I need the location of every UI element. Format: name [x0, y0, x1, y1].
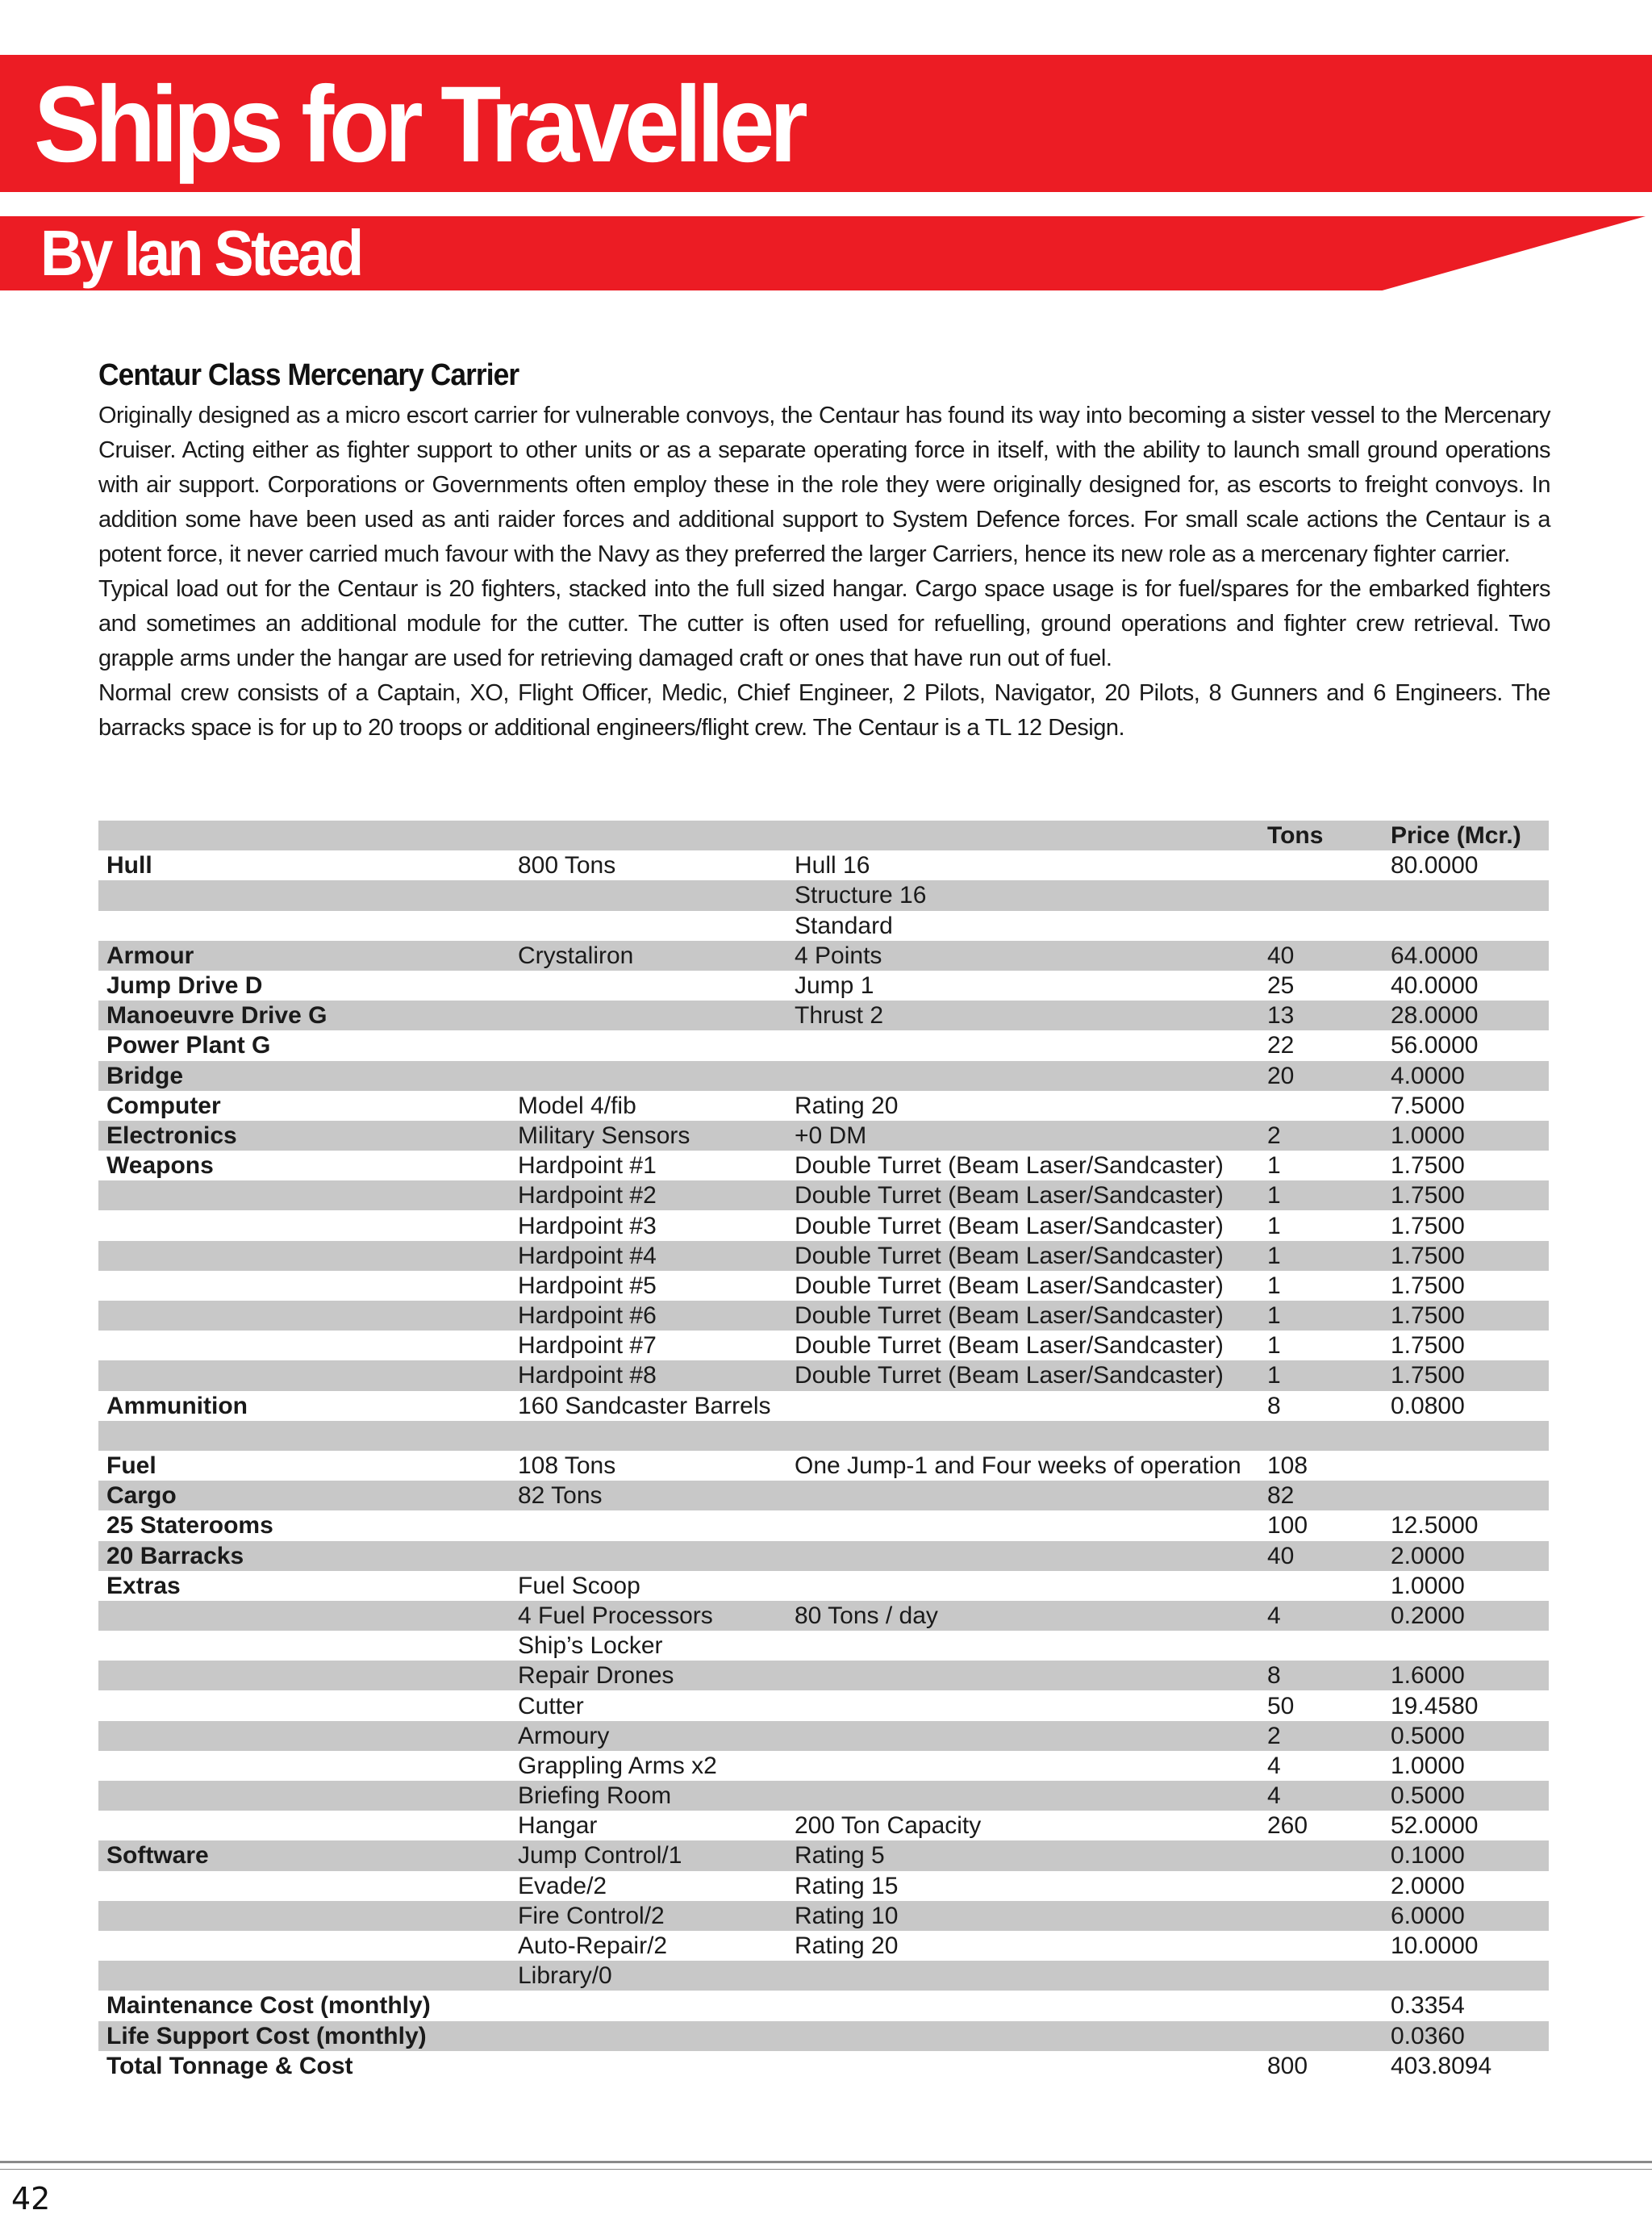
section-heading: Centaur Class Mercenary Carrier — [98, 358, 519, 392]
row-price: 0.0360 — [1383, 2021, 1549, 2051]
row-price: 0.5000 — [1383, 1781, 1549, 1811]
table-row — [98, 880, 1549, 910]
row-label — [98, 1180, 510, 1210]
column-header — [98, 821, 510, 850]
table-row — [98, 1391, 1549, 1421]
row-label — [98, 1631, 510, 1661]
row-tons: 22 — [1267, 1032, 1295, 1059]
row-label — [98, 1241, 510, 1271]
row-tons: 1 — [1259, 1180, 1383, 1210]
row-label — [98, 1210, 510, 1240]
row-price: 40.0000 — [1391, 972, 1479, 1000]
column-header-price: Price (Mcr.) — [1383, 821, 1549, 850]
row-tons: 8 — [1259, 1661, 1383, 1690]
row-tons — [1259, 1931, 1383, 1961]
table-row — [98, 1661, 1549, 1690]
row-label — [98, 1360, 510, 1390]
row-item: Fire Control/2 — [510, 1901, 786, 1931]
article — [98, 355, 1550, 746]
table-row — [98, 1121, 1549, 1151]
row-tons: 8 — [1267, 1392, 1281, 1419]
row-item: Hardpoint #7 — [518, 1332, 657, 1360]
row-tons: 1 — [1267, 1272, 1281, 1299]
table-row — [98, 1901, 1549, 1931]
row-price — [1383, 1481, 1549, 1510]
row-item: Grappling Arms x2 — [518, 1752, 717, 1779]
column-header — [510, 821, 786, 850]
row-price: 1.0000 — [1391, 1752, 1465, 1779]
row-detail: Rating 20 — [795, 1932, 899, 1960]
table-row — [98, 1091, 1549, 1121]
row-price: 10.0000 — [1391, 1932, 1479, 1960]
page-title: Ships for Traveller — [34, 65, 803, 185]
row-price: 1.0000 — [1391, 1572, 1465, 1599]
row-item: Crystaliron — [510, 941, 786, 971]
row-price — [1383, 911, 1549, 941]
row-price: 1.7500 — [1391, 1152, 1465, 1180]
row-item: Evade/2 — [518, 1872, 607, 1899]
row-item: Repair Drones — [510, 1661, 786, 1690]
row-label: Life Support Cost (monthly) — [98, 2021, 510, 2051]
row-detail — [786, 1510, 1259, 1540]
byline: By Ian Stead — [40, 217, 361, 289]
row-item: 82 Tons — [510, 1481, 786, 1510]
row-label — [98, 1781, 510, 1811]
row-price: 403.8094 — [1391, 2052, 1492, 2079]
table-row — [98, 971, 1549, 1001]
row-detail — [786, 1030, 1259, 1060]
table-row — [98, 1360, 1549, 1390]
row-tons: 1 — [1267, 1332, 1281, 1360]
row-detail: Rating 20 — [795, 1092, 899, 1119]
row-item: Hardpoint #6 — [510, 1301, 786, 1331]
row-item — [510, 1061, 786, 1091]
row-detail — [786, 1541, 1259, 1571]
row-label — [98, 1331, 510, 1360]
table-row — [98, 1451, 1549, 1481]
row-detail: Jump 1 — [795, 972, 874, 1000]
row-label — [98, 1811, 510, 1840]
footer-divider — [0, 2161, 1652, 2163]
row-tons — [1259, 1901, 1383, 1931]
table-row — [98, 1961, 1549, 1991]
row-item: Jump Control/1 — [510, 1840, 786, 1870]
row-detail — [786, 2051, 1259, 2081]
row-item: Hardpoint #8 — [510, 1360, 786, 1390]
row-detail — [786, 1961, 1259, 1991]
row-item: 160 Sandcaster Barrels — [518, 1392, 771, 1419]
table-row — [98, 1180, 1549, 1210]
row-tons: 82 — [1259, 1481, 1383, 1510]
row-price: 6.0000 — [1383, 1901, 1549, 1931]
table-row — [98, 1301, 1549, 1331]
row-label: Maintenance Cost (monthly) — [106, 1992, 431, 2020]
row-tons — [1259, 1421, 1383, 1451]
row-item — [510, 911, 786, 941]
row-label: Weapons — [106, 1152, 214, 1180]
row-tons: 25 — [1267, 972, 1295, 1000]
row-price — [1383, 1421, 1549, 1451]
table-row — [98, 941, 1549, 971]
table-row — [98, 1601, 1549, 1631]
row-detail: +0 DM — [786, 1121, 1259, 1151]
row-price: 64.0000 — [1383, 941, 1549, 971]
row-tons: 4 — [1259, 1781, 1383, 1811]
row-label: Fuel — [106, 1452, 156, 1480]
row-label: Extras — [106, 1572, 181, 1599]
row-detail: Rating 10 — [786, 1901, 1259, 1931]
row-label — [98, 1901, 510, 1931]
row-label — [98, 1931, 510, 1961]
row-item: Fuel Scoop — [518, 1572, 640, 1599]
table-row — [98, 1061, 1549, 1091]
row-price — [1383, 1631, 1549, 1661]
row-detail: Double Turret (Beam Laser/Sandcaster) — [795, 1152, 1224, 1180]
table-row — [98, 1631, 1549, 1661]
row-label: Power Plant G — [106, 1032, 271, 1059]
footer-divider — [0, 2169, 1652, 2170]
row-detail: Double Turret (Beam Laser/Sandcaster) — [795, 1212, 1224, 1239]
row-item: Hardpoint #2 — [510, 1180, 786, 1210]
row-detail — [786, 1421, 1259, 1451]
row-price: 1.6000 — [1383, 1661, 1549, 1690]
row-item — [510, 971, 786, 1001]
table-row — [98, 1481, 1549, 1510]
column-header-tons: Tons — [1259, 821, 1383, 850]
table-row — [98, 1931, 1549, 1961]
row-price: 7.5000 — [1391, 1092, 1465, 1119]
row-tons: 1 — [1267, 1212, 1281, 1239]
row-label — [98, 1751, 510, 1781]
row-detail — [786, 2021, 1259, 2051]
row-price: 1.7500 — [1383, 1301, 1549, 1331]
row-detail — [786, 1751, 1259, 1781]
row-tons: 260 — [1267, 1812, 1308, 1840]
row-label: 20 Barracks — [98, 1541, 510, 1571]
row-tons: 40 — [1259, 941, 1383, 971]
row-item — [510, 2021, 786, 2051]
row-tons — [1259, 1961, 1383, 1991]
paragraph: Typical load out for the Centaur is 20 fighters, stacked into the full sized hangar. Cargo space usage is for fuel/spares for the embarked fighters and sometimes an additional module for the cutter. The cutter is often used for refuelling, ground operations and fighter crew retrieval. Two grapple arms under the hangar are used for retrieving damaged craft or ones that have run out of fuel. — [98, 576, 1550, 671]
row-detail — [786, 1061, 1259, 1091]
row-tons: 1 — [1259, 1360, 1383, 1390]
row-tons — [1259, 880, 1383, 910]
row-price: 0.2000 — [1383, 1601, 1549, 1631]
row-detail — [786, 1571, 1259, 1601]
row-tons: 20 — [1259, 1061, 1383, 1091]
row-tons: 13 — [1259, 1001, 1383, 1030]
table-row — [98, 1210, 1549, 1240]
row-item: Armoury — [510, 1721, 786, 1751]
row-price: 1.7500 — [1383, 1360, 1549, 1390]
row-item — [510, 1421, 786, 1451]
row-price: 52.0000 — [1391, 1812, 1479, 1840]
table-row — [98, 1571, 1549, 1601]
row-detail: Rating 5 — [786, 1840, 1259, 1870]
table-row — [98, 1690, 1549, 1720]
row-item: 800 Tons — [518, 852, 616, 879]
row-item: Hardpoint #4 — [510, 1241, 786, 1271]
row-label: Hull — [106, 852, 152, 879]
row-item: Hardpoint #5 — [518, 1272, 657, 1299]
row-item: Hangar — [518, 1812, 598, 1840]
row-detail: Thrust 2 — [786, 1001, 1259, 1030]
row-price: 56.0000 — [1391, 1032, 1479, 1059]
row-price: 1.7500 — [1391, 1212, 1465, 1239]
page-number: 42 — [11, 2181, 51, 2216]
row-item: Cutter — [518, 1692, 584, 1719]
row-label: Cargo — [98, 1481, 510, 1510]
row-item — [510, 1991, 786, 2020]
row-price: 1.7500 — [1391, 1272, 1465, 1299]
row-tons — [1259, 1631, 1383, 1661]
table-row — [98, 1001, 1549, 1030]
row-price: 0.1000 — [1383, 1840, 1549, 1870]
table-row — [98, 1811, 1549, 1840]
row-detail: Hull 16 — [795, 852, 870, 879]
row-item: 4 Fuel Processors — [510, 1601, 786, 1631]
row-item: 108 Tons — [518, 1452, 616, 1480]
row-tons: 1 — [1259, 1241, 1383, 1271]
table-row — [98, 1271, 1549, 1301]
row-detail: Double Turret (Beam Laser/Sandcaster) — [786, 1301, 1259, 1331]
row-tons: 108 — [1267, 1452, 1308, 1480]
row-label — [98, 1271, 510, 1301]
row-label: Armour — [98, 941, 510, 971]
table-row — [98, 1331, 1549, 1360]
row-detail: Double Turret (Beam Laser/Sandcaster) — [786, 1360, 1259, 1390]
row-item — [510, 1030, 786, 1060]
table-row — [98, 1151, 1549, 1180]
row-price — [1383, 880, 1549, 910]
table-row — [98, 1510, 1549, 1540]
row-label: 25 Staterooms — [106, 1512, 273, 1540]
table-row — [98, 850, 1549, 880]
row-label — [98, 1301, 510, 1331]
row-label: Manoeuvre Drive G — [98, 1001, 510, 1030]
row-price: 80.0000 — [1391, 852, 1479, 879]
row-label: Computer — [106, 1092, 221, 1119]
row-label: Bridge — [98, 1061, 510, 1091]
row-detail — [786, 1391, 1259, 1421]
row-price — [1383, 1961, 1549, 1991]
row-tons: 2 — [1259, 1121, 1383, 1151]
row-tons: 800 — [1267, 2052, 1308, 2079]
row-label — [98, 1601, 510, 1631]
row-price: 1.7500 — [1383, 1241, 1549, 1271]
row-label: Total Tonnage & Cost — [106, 2052, 353, 2079]
row-label — [98, 880, 510, 910]
row-label — [98, 1961, 510, 1991]
row-detail: 4 Points — [786, 941, 1259, 971]
row-price: 12.5000 — [1391, 1512, 1479, 1540]
row-item — [510, 1510, 786, 1540]
table-row — [98, 2021, 1549, 2051]
row-price: 2.0000 — [1383, 1541, 1549, 1571]
table-row — [98, 1871, 1549, 1901]
row-price: 1.7500 — [1391, 1332, 1465, 1360]
row-tons — [1259, 850, 1383, 880]
row-detail — [786, 1721, 1259, 1751]
row-price — [1383, 1451, 1549, 1481]
row-item: Hardpoint #1 — [518, 1152, 657, 1180]
row-tons: 1 — [1267, 1152, 1281, 1180]
row-tons — [1259, 1991, 1383, 2020]
row-item — [510, 1001, 786, 1030]
row-detail: One Jump-1 and Four weeks of operation — [795, 1452, 1241, 1480]
row-detail: Rating 15 — [795, 1872, 899, 1899]
row-label — [98, 1661, 510, 1690]
row-item: Library/0 — [510, 1961, 786, 1991]
paragraph: Originally designed as a micro escort carrier for vulnerable convoys, the Centaur has found its way into becoming a sister vessel to the Mercenary Cruiser. Acting either as fighter support to other units or as a separate operating force in itself, with the ability to launch small ground operations with air support. Corporations or Governments often employ these in the role they were originally designed for, as escorts to freight convoys. In addition some have been used as anti raider forces and additional support to System Defence forces. For small scale actions the Centaur is a potent force, it never carried much favour with the Navy as they preferred the larger Carriers, hence its new role as a mercenary fighter carrier. — [98, 403, 1550, 567]
row-price: 0.3354 — [1391, 1992, 1465, 2020]
row-tons — [1259, 1571, 1383, 1601]
table-row — [98, 1030, 1549, 1060]
table-row — [98, 1721, 1549, 1751]
row-detail: 200 Ton Capacity — [795, 1812, 982, 1840]
row-detail — [786, 1690, 1259, 1720]
table-row — [98, 1541, 1549, 1571]
row-label: Software — [98, 1840, 510, 1870]
row-tons — [1259, 1091, 1383, 1121]
row-label: Ammunition — [106, 1392, 248, 1419]
row-price: 0.5000 — [1383, 1721, 1549, 1751]
row-price: 1.7500 — [1383, 1180, 1549, 1210]
row-price: 28.0000 — [1383, 1001, 1549, 1030]
row-label — [98, 1871, 510, 1901]
row-price: 19.4580 — [1391, 1692, 1479, 1719]
row-label — [98, 1690, 510, 1720]
row-tons: 1 — [1259, 1301, 1383, 1331]
table-row — [98, 1781, 1549, 1811]
row-price: 2.0000 — [1391, 1872, 1465, 1899]
table-row — [98, 1751, 1549, 1781]
row-detail: Double Turret (Beam Laser/Sandcaster) — [795, 1272, 1224, 1299]
row-item — [510, 880, 786, 910]
row-detail — [786, 1991, 1259, 2020]
row-tons: 2 — [1259, 1721, 1383, 1751]
row-tons — [1259, 911, 1383, 941]
row-item: Auto-Repair/2 — [518, 1932, 668, 1960]
row-price: 1.0000 — [1383, 1121, 1549, 1151]
row-item: Hardpoint #3 — [518, 1212, 657, 1239]
row-label: Jump Drive D — [106, 972, 263, 1000]
row-item: Military Sensors — [510, 1121, 786, 1151]
row-label — [98, 911, 510, 941]
table-row — [98, 2051, 1549, 2081]
row-detail — [786, 1631, 1259, 1661]
row-price: 0.0800 — [1391, 1392, 1465, 1419]
row-detail: Structure 16 — [786, 880, 1259, 910]
row-detail: Double Turret (Beam Laser/Sandcaster) — [795, 1332, 1224, 1360]
ship-spec-table — [98, 821, 1549, 2081]
table-row — [98, 1421, 1549, 1451]
row-tons: 100 — [1267, 1512, 1308, 1540]
row-tons: 4 — [1259, 1601, 1383, 1631]
row-detail — [786, 1661, 1259, 1690]
row-detail: Double Turret (Beam Laser/Sandcaster) — [786, 1180, 1259, 1210]
row-item — [510, 1541, 786, 1571]
row-item: Ship’s Locker — [518, 1632, 663, 1660]
row-detail: Double Turret (Beam Laser/Sandcaster) — [786, 1241, 1259, 1271]
table-row — [98, 911, 1549, 941]
row-label — [98, 1421, 510, 1451]
table-header-row — [98, 821, 1549, 850]
table-row — [98, 1241, 1549, 1271]
row-tons — [1259, 1871, 1383, 1901]
row-detail: Standard — [795, 912, 893, 939]
row-price: 4.0000 — [1383, 1061, 1549, 1091]
row-detail — [786, 1781, 1259, 1811]
row-tons — [1259, 2021, 1383, 2051]
row-item: Briefing Room — [510, 1781, 786, 1811]
row-tons: 40 — [1259, 1541, 1383, 1571]
paragraph: Normal crew consists of a Captain, XO, Flight Officer, Medic, Chief Engineer, 2 Pilots, Navigator, 20 Pilots, 8 Gunners and 6 Engineers. The barracks space is for up to 20 troops or additional engineers/flight crew. The Centaur is a TL 12 Design. — [98, 680, 1550, 741]
row-label — [98, 1721, 510, 1751]
row-tons: 50 — [1267, 1692, 1295, 1719]
table-row — [98, 1840, 1549, 1870]
row-tons — [1259, 1840, 1383, 1870]
row-item — [510, 2051, 786, 2081]
row-tons: 4 — [1267, 1752, 1281, 1779]
table-row — [98, 1991, 1549, 2020]
row-label: Electronics — [98, 1121, 510, 1151]
row-detail: 80 Tons / day — [786, 1601, 1259, 1631]
row-detail — [786, 1481, 1259, 1510]
row-item: Model 4/fib — [518, 1092, 636, 1119]
column-header — [786, 821, 1259, 850]
